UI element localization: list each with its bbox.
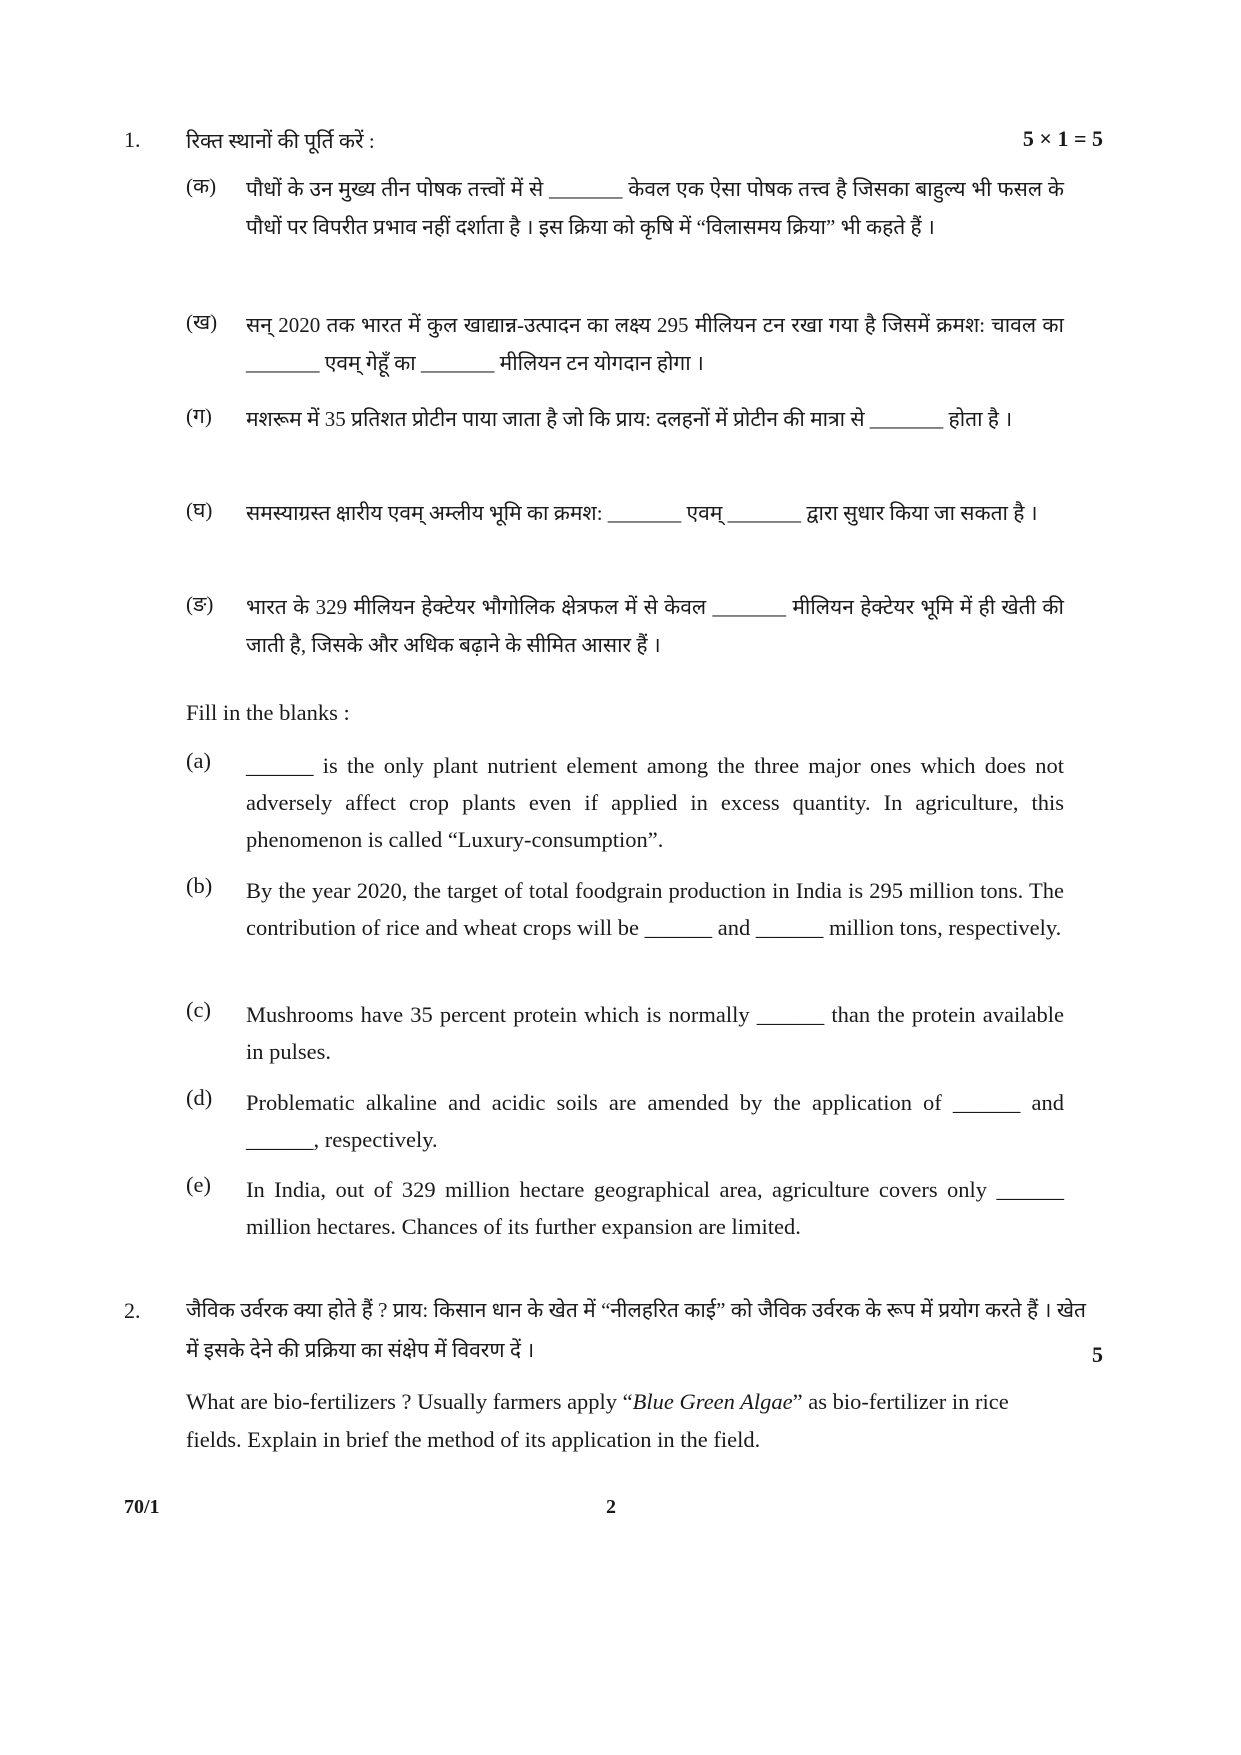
item-text: ______ is the only plant nutrient element among the three major ones which does not adversely affect crop plants even if applied in excess quantity. In agriculture, this phenomenon is called “Luxury-consumption”. — [246, 753, 1064, 852]
question-2-number: 2. — [124, 1298, 141, 1323]
english-item-e — [186, 1171, 1064, 1245]
item-label: (ङ) — [186, 592, 214, 616]
q2-en-part-1: What are bio-fertilizers ? Usually farmers apply “ — [186, 1389, 633, 1414]
item-label: (a) — [186, 748, 211, 773]
q2-en-italic-term: Blue Green Algae — [632, 1389, 793, 1414]
item-text: In India, out of 329 million hectare geographical area, agriculture covers only ______ million hectares. Chances of its further expansion are limited. — [246, 1177, 1064, 1239]
page-number: 2 — [606, 1496, 616, 1518]
hindi-item-nga — [186, 588, 1064, 664]
item-text: Problematic alkaline and acidic soils are amended by the application of ______ and ______, respectively. — [246, 1090, 1064, 1152]
item-label: (क) — [186, 174, 217, 198]
item-text: सन् 2020 तक भारत में कुल खाद्यान्न-उत्पादन का लक्ष्य 295 मीलियन टन रखा गया है जिसमें क्रमश: चावल का _______ एवम् गेहूँ का _______ मीलियन टन योगदान होगा । — [246, 313, 1064, 375]
question-1-heading-hindi: रिक्त स्थानों की पूर्ति करें : — [186, 129, 375, 153]
hindi-item-gha — [186, 494, 1064, 532]
item-label: (b) — [186, 873, 213, 898]
item-text: समस्याग्रस्त क्षारीय एवम् अम्लीय भूमि का क्रमश: _______ एवम् _______ द्वारा सुधार किया जा सकता है । — [246, 501, 1038, 525]
question-1-number: 1. — [124, 127, 141, 152]
item-label: (ख) — [186, 310, 218, 334]
english-item-b — [186, 872, 1064, 946]
english-item-d — [186, 1084, 1064, 1158]
hindi-item-ka — [186, 170, 1064, 246]
hindi-item-ga — [186, 400, 1064, 438]
item-label: (ग) — [186, 404, 212, 428]
item-text: भारत के 329 मीलियन हेक्टेयर भौगोलिक क्षेत्रफल में से केवल _______ मीलियन हेक्टेयर भूमि में ही खेती की जाती है, जिसके और अधिक बढ़ाने के सीमित आसार हैं । — [246, 595, 1064, 657]
item-label: (e) — [186, 1172, 211, 1197]
item-text: Mushrooms have 35 percent protein which is normally ______ than the protein available in pulses. — [246, 1002, 1064, 1064]
hindi-item-kha — [186, 306, 1064, 382]
item-text: पौधों के उन मुख्य तीन पोषक तत्त्वों में से _______ केवल एक ऐसा पोषक तत्त्व है जिसका बाहुल्य भी फसल के पौधों पर विपरीत प्रभाव नहीं दर्शाता है । इस क्रिया को कृषि में “विलासमय क्रिया” भी कहते हैं । — [246, 177, 1064, 239]
item-label: (c) — [186, 997, 211, 1022]
question-2-text-hindi: जैविक उर्वरक क्या होते हैं ? प्राय: किसान धान के खेत में “नीलहरित काई” को जैविक उर्वरक के रूप में प्रयोग करते हैं । खेत में इसके देने की प्रक्रिया का संक्षेप में विवरण दें । — [186, 1298, 1086, 1362]
paper-code: 70/1 — [124, 1496, 160, 1518]
question-1-heading-english: Fill in the blanks : — [186, 700, 350, 725]
item-label: (d) — [186, 1085, 213, 1110]
item-label: (घ) — [186, 498, 213, 522]
q2-en-part-2: ” as bio-fertilizer in rice fields. Explain in brief the method of its application in the field. — [186, 1389, 1009, 1452]
item-text: मशरूम में 35 प्रतिशत प्रोटीन पाया जाता है जो कि प्राय: दलहनों में प्रोटीन की मात्रा से _______ होता है । — [246, 407, 1013, 431]
english-item-a — [186, 747, 1064, 858]
english-item-c — [186, 996, 1064, 1070]
question-2-marks: 5 — [1092, 1342, 1103, 1367]
question-2-text-english — [186, 1383, 1064, 1459]
question-1-marks: 5 × 1 = 5 — [1022, 126, 1103, 151]
item-text: By the year 2020, the target of total foodgrain production in India is 295 million tons. The contribution of rice and wheat crops will be ______ and ______ million tons, respectively. — [246, 878, 1064, 940]
